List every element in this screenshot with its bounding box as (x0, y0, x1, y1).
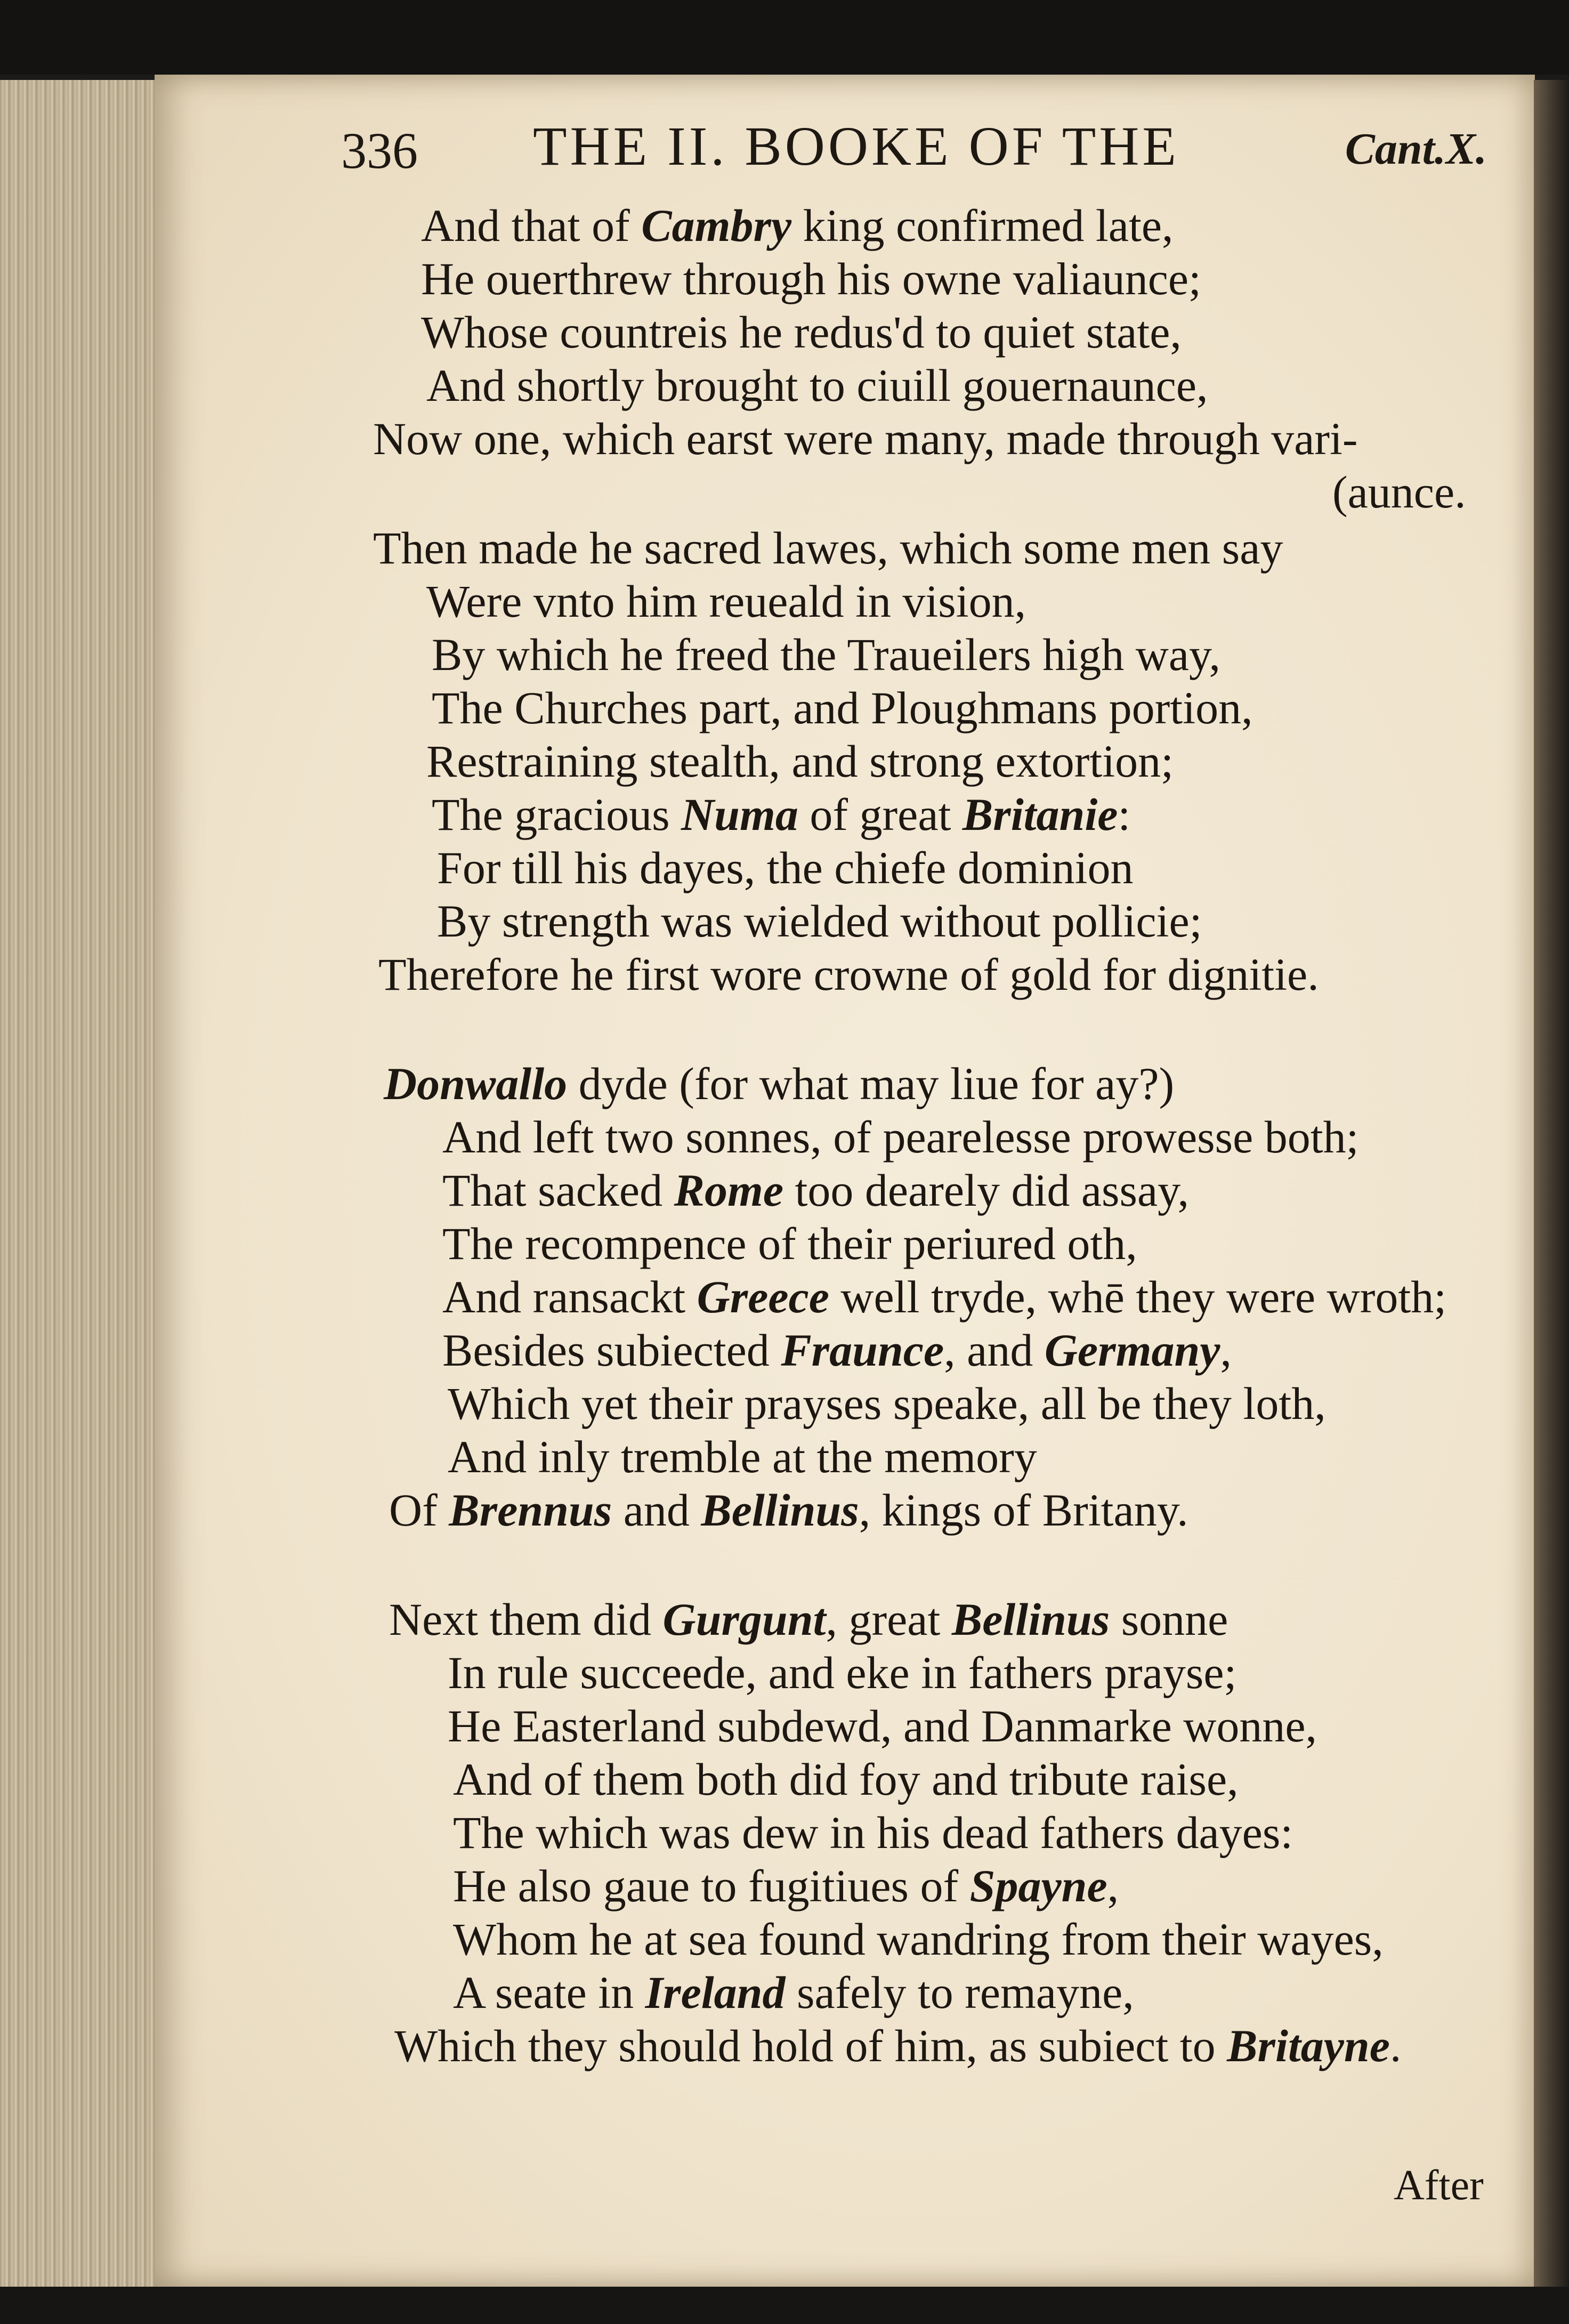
italic-proper-name: Numa (681, 789, 798, 840)
verse-text-run: Of (389, 1484, 449, 1536)
verse-text-run: By strength was wielded without pollicie; (437, 895, 1202, 947)
verse-text-run: safely to remayne, (785, 1967, 1134, 2018)
verse-text-run: And shortly brought to ciuill gouernaunce, (426, 360, 1208, 411)
verse-text-run: And of them both did foy and tribute raise, (453, 1754, 1239, 1805)
italic-proper-name: Britanie (962, 789, 1118, 840)
verse-text-run: well tryde, whē they were wroth; (829, 1271, 1447, 1322)
page-number: 336 (341, 122, 418, 179)
verse-line (426, 576, 1026, 627)
verse-text-run: The recompence of their periured oth, (442, 1218, 1137, 1269)
italic-proper-name: Gurgunt (662, 1594, 826, 1645)
running-title: THE II. BOOKE OF THE (533, 116, 1179, 177)
verse-line (373, 413, 1358, 464)
verse-text-run: of great (798, 789, 963, 840)
verse-line (442, 1165, 1190, 1216)
verse-text-run: He Easterland subdewd, and Danmarke wonne, (448, 1700, 1317, 1752)
verse-line (421, 200, 1174, 251)
verse-line (421, 253, 1201, 304)
verse-text-run: And left two sonnes, of pearelesse prowesse both; (442, 1111, 1359, 1163)
verse-line (421, 306, 1182, 358)
italic-proper-name: Donwallo (384, 1058, 568, 1109)
verse-text-run: The Churches part, and Ploughmans portion, (432, 682, 1253, 733)
verse-text-run: He ouerthrew through his owne valiaunce; (421, 253, 1201, 304)
verse-text-run: And that of (421, 200, 642, 251)
verse-text-run: , (1220, 1325, 1232, 1376)
verse-line (448, 1700, 1317, 1752)
canto-label: Cant.X. (1345, 124, 1487, 174)
verse-text-run: too dearely did assay, (783, 1165, 1190, 1216)
verse-text-run: Whom he at sea found wandring from their wayes, (453, 1914, 1384, 1965)
verse-text-run: Then made he sacred lawes, which some men say (373, 522, 1283, 574)
catchword: After (1394, 2162, 1484, 2209)
verse-text-run: In rule succeede, and eke in fathers prayse; (448, 1647, 1237, 1698)
verse-line (426, 360, 1208, 411)
verse-line (437, 842, 1134, 893)
verse-line (437, 895, 1202, 947)
italic-proper-name: Fraunce (781, 1325, 944, 1376)
verse-text-run: Besides subiected (442, 1325, 781, 1376)
italic-proper-name: Cambry (641, 200, 792, 251)
verse-text-run: And ransackt (442, 1271, 697, 1322)
italic-proper-name: Greece (697, 1271, 829, 1322)
verse-text-run: Which they should hold of him, as subiect to (394, 2020, 1227, 2071)
verse-line (426, 736, 1174, 787)
verse-line (453, 1807, 1293, 1858)
verse-text-run: By which he freed the Traueilers high way, (432, 629, 1220, 680)
verse-line (389, 1594, 1228, 1645)
verse-text-run: The gracious (432, 789, 682, 840)
italic-proper-name: Spayne (969, 1860, 1107, 1911)
verse-text-run: sonne (1110, 1594, 1228, 1645)
verse-line (1332, 466, 1466, 518)
verse-line (394, 2020, 1402, 2071)
verse-line (432, 629, 1220, 680)
verse-line (442, 1218, 1137, 1269)
verse-text-run: Were vnto him reueald in vision, (426, 576, 1026, 627)
verse-text-run: , (1107, 1860, 1119, 1911)
verse-line (453, 1967, 1134, 2018)
verse-text-run: Whose countreis he redus'd to quiet state, (421, 306, 1182, 358)
verse-line (453, 1860, 1119, 1911)
verse-text-run: : (1118, 789, 1131, 840)
verse-line (442, 1325, 1232, 1376)
italic-proper-name: Rome (674, 1165, 784, 1216)
verse-line (384, 1058, 1175, 1109)
italic-proper-name: Germany (1044, 1325, 1220, 1376)
italic-proper-name: Bellinus (951, 1594, 1110, 1645)
verse-line (448, 1647, 1237, 1698)
verse-text-run: Restraining stealth, and strong extortion; (426, 736, 1174, 787)
italic-proper-name: Bellinus (701, 1484, 859, 1536)
verse-text-run: . (1389, 2020, 1402, 2071)
verse-line (442, 1111, 1359, 1163)
verse-text-run: That sacked (442, 1165, 674, 1216)
verse-line (453, 1754, 1239, 1805)
verse-text-run: He also gaue to fugitiues of (453, 1860, 970, 1911)
verse-text-run: The which was dew in his dead fathers dayes: (453, 1807, 1293, 1858)
verse-line (373, 522, 1283, 574)
italic-proper-name: Britayne (1227, 2020, 1390, 2071)
verse-text-run: (aunce. (1332, 466, 1466, 518)
verse-text-run: Which yet their prayses speake, all be they loth, (448, 1378, 1326, 1429)
verse-line (432, 682, 1253, 733)
verse-line (378, 949, 1319, 1000)
verse-text-run: For till his dayes, the chiefe dominion (437, 842, 1134, 893)
verse-line (453, 1914, 1384, 1965)
verse-text-run: dyde (for what may liue for ay?) (567, 1058, 1175, 1109)
italic-proper-name: Ireland (645, 1967, 786, 2018)
verse-line (448, 1378, 1326, 1429)
verse-text-run: Therefore he first wore crowne of gold for dignitie. (378, 949, 1319, 1000)
italic-proper-name: Brennus (449, 1484, 612, 1536)
verse-text-run: Next them did (389, 1594, 663, 1645)
verse-text-run: , kings of Britany. (859, 1484, 1188, 1536)
verse-text-run: A seate in (453, 1967, 645, 2018)
verse-text-run: , great (826, 1594, 952, 1645)
verse-text-run: , and (944, 1325, 1045, 1376)
verse-line (442, 1271, 1447, 1322)
verse-text-run: Now one, which earst were many, made through vari- (373, 413, 1358, 464)
verse-line (448, 1431, 1037, 1482)
verse-text-run: and (612, 1484, 701, 1536)
verse-line (389, 1484, 1188, 1536)
verse-line (432, 789, 1131, 840)
verse-text-run: And inly tremble at the memory (448, 1431, 1037, 1482)
verse-text-run: king confirmed late, (791, 200, 1174, 251)
